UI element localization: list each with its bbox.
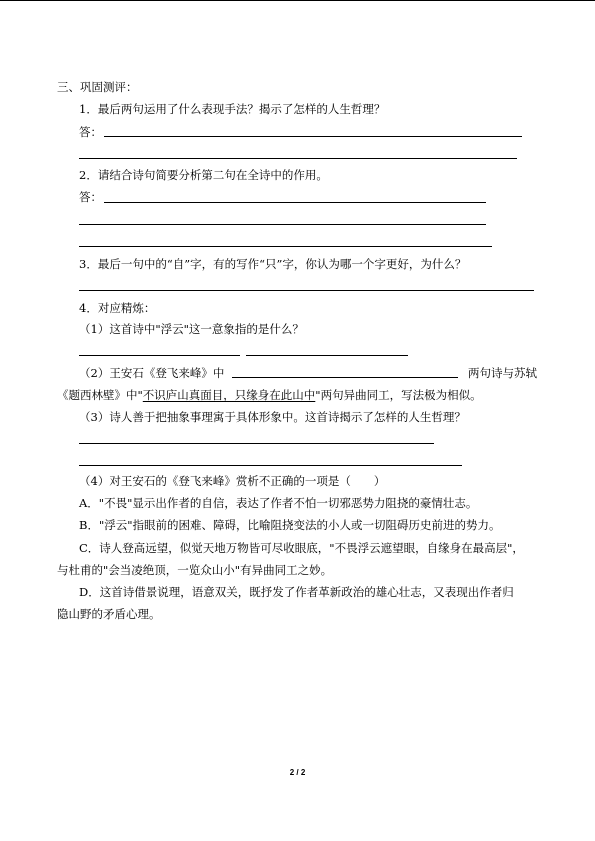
question-4-sub-2-line-2	[57, 387, 482, 403]
page-top-border	[0, 0, 595, 1]
question-1-answer-line-2[interactable]	[79, 158, 517, 159]
page-number: 2 / 2	[289, 768, 306, 777]
question-2-answer-line-1[interactable]	[104, 202, 486, 203]
option-b: B．"浮云"指眼前的困难、障碍，比喻阻挠变法的小人或一切阻碍历史前进的势力。	[79, 518, 501, 532]
question-4-sub-2-end: "两句异曲同工，写法极为相似。	[315, 388, 482, 402]
question-3-text: 3．最后一句中的“自”字，有的写作“只”字，你认为哪一个字更好，为什么？	[79, 257, 467, 271]
question-4-sub-2-start: （2）王安石《登飞来峰》中	[79, 366, 225, 380]
question-2-text: 2．请结合诗句简要分析第二句在全诗中的作用。	[79, 168, 328, 182]
option-d-line-2: 隐山野的矛盾心理。	[57, 607, 161, 621]
question-4-text: 4．对应精炼：	[79, 301, 156, 315]
question-1-answer-label: 答：	[79, 125, 102, 139]
question-4-sub-2-fill-blank[interactable]	[232, 377, 458, 378]
question-1-answer-line-1[interactable]	[104, 136, 522, 137]
question-4-sub-1-answer-line-2[interactable]	[246, 355, 408, 356]
option-c-line-2: 与杜甫的"会当凌绝顶，一览众山小"有异曲同工之妙。	[57, 563, 333, 577]
option-c-line-1: C．诗人登高远望，似觉天地万物皆可尽收眼底，"不畏浮云遮望眼，自缘身在最高层"，	[79, 541, 524, 555]
question-1-text: 1．最后两句运用了什么表现手法？揭示了怎样的人生哲理？	[79, 102, 386, 116]
question-3-answer-line[interactable]	[79, 290, 534, 291]
question-2-answer-line-3[interactable]	[79, 246, 492, 247]
question-4-sub-2-quote-open: 《题西林壁》中"	[57, 388, 143, 402]
question-4-sub-3-answer-line-1[interactable]	[79, 443, 434, 444]
question-2-answer-label: 答：	[79, 190, 102, 204]
question-4-sub-2-mid: 两句诗与苏轼	[468, 366, 537, 380]
option-a: A．"不畏"显示出作者的自信，表达了作者不怕一切邪恶势力阻挠的豪情壮志。	[79, 496, 478, 510]
question-4-sub-2-quote: 不识庐山真面目，只缘身在此山中	[142, 388, 316, 402]
question-4-sub-3-answer-line-2[interactable]	[79, 465, 462, 466]
option-d-line-1: D．这首诗借景说理，语意双关，既抒发了作者革新政治的雄心壮志，又表现出作者归	[79, 585, 514, 599]
section-heading: 三、巩固测评：	[57, 80, 138, 94]
question-4-sub-1: （1）这首诗中"浮云"这一意象指的是什么？	[79, 322, 304, 336]
question-4-sub-3: （3）诗人善于把抽象事理寓于具体形象中。这首诗揭示了怎样的人生哲理？	[79, 410, 466, 424]
question-4-sub-1-answer-line-1[interactable]	[79, 355, 240, 356]
question-2-answer-line-2[interactable]	[79, 224, 486, 225]
question-4-sub-4: （4）对王安石的《登飞来峰》赏析不正确的一项是（ ）	[79, 474, 386, 488]
